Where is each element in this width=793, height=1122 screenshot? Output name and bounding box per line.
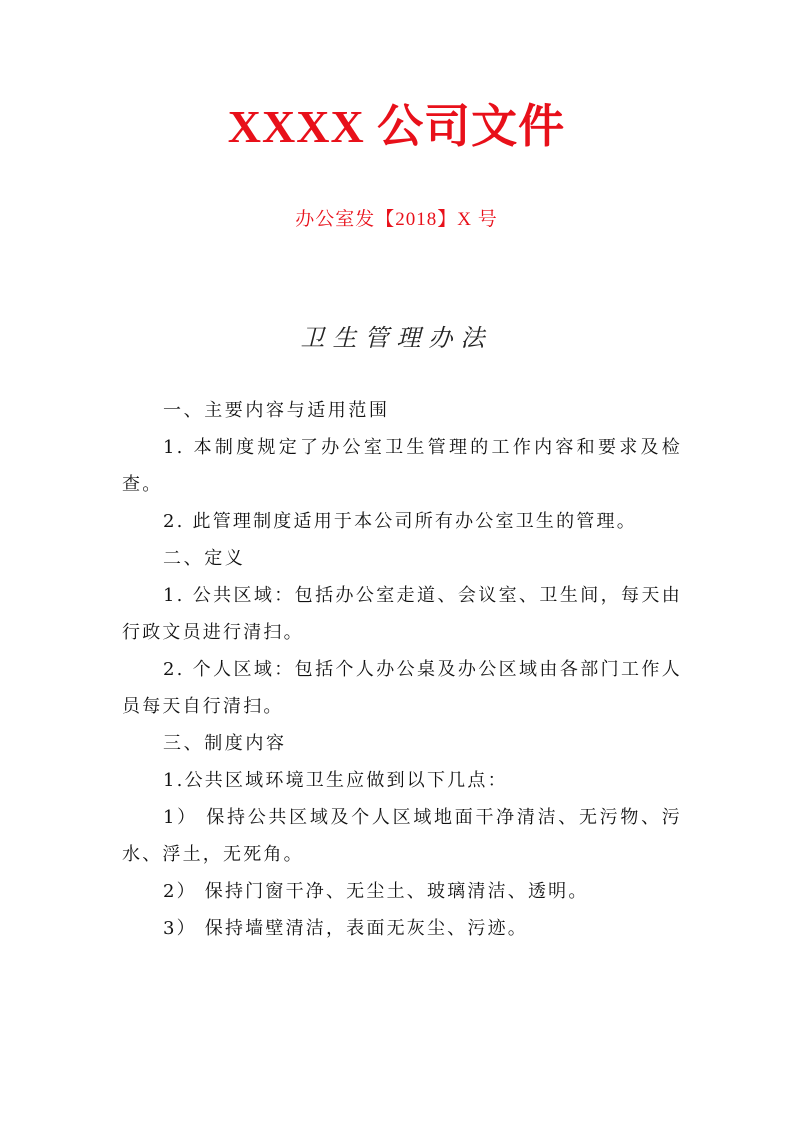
paragraph-definition-2: 2. 个人区域：包括个人办公桌及办公区域由各部门工作人员每天自行清扫。	[122, 659, 682, 717]
document-body	[122, 392, 682, 947]
paragraph-definition-1: 1. 公共区域：包括办公室走道、会议室、卫生间，每天由行政文员进行清扫。	[122, 585, 682, 643]
paragraph-scope-2: 2. 此管理制度适用于本公司所有办公室卫生的管理。	[163, 511, 637, 532]
paragraph-scope-1: 1. 本制度规定了办公室卫生管理的工作内容和要求及检查。	[122, 437, 682, 495]
document-number: 办公室发【2018】X 号	[295, 209, 498, 230]
paragraph-content-item-2: 2） 保持门窗干净、无尘土、玻璃清洁、透明。	[163, 881, 589, 902]
document-title: 卫生管理办法	[300, 324, 493, 352]
paragraph-content-item-1: 1） 保持公共区域及个人区域地面干净清洁、无污物、污水、浮土，无死角。	[122, 807, 682, 865]
company-document-header: XXXX 公司文件	[227, 101, 566, 152]
paragraph-content-item-3: 3） 保持墙壁清洁，表面无灰尘、污迹。	[163, 918, 528, 939]
section-heading-scope: 一、主要内容与适用范围	[163, 400, 390, 421]
paragraph-content-intro: 1.公共区域环境卫生应做到以下几点：	[163, 770, 508, 791]
section-heading-definition: 二、定义	[163, 548, 246, 569]
section-heading-content: 三、制度内容	[163, 733, 287, 754]
